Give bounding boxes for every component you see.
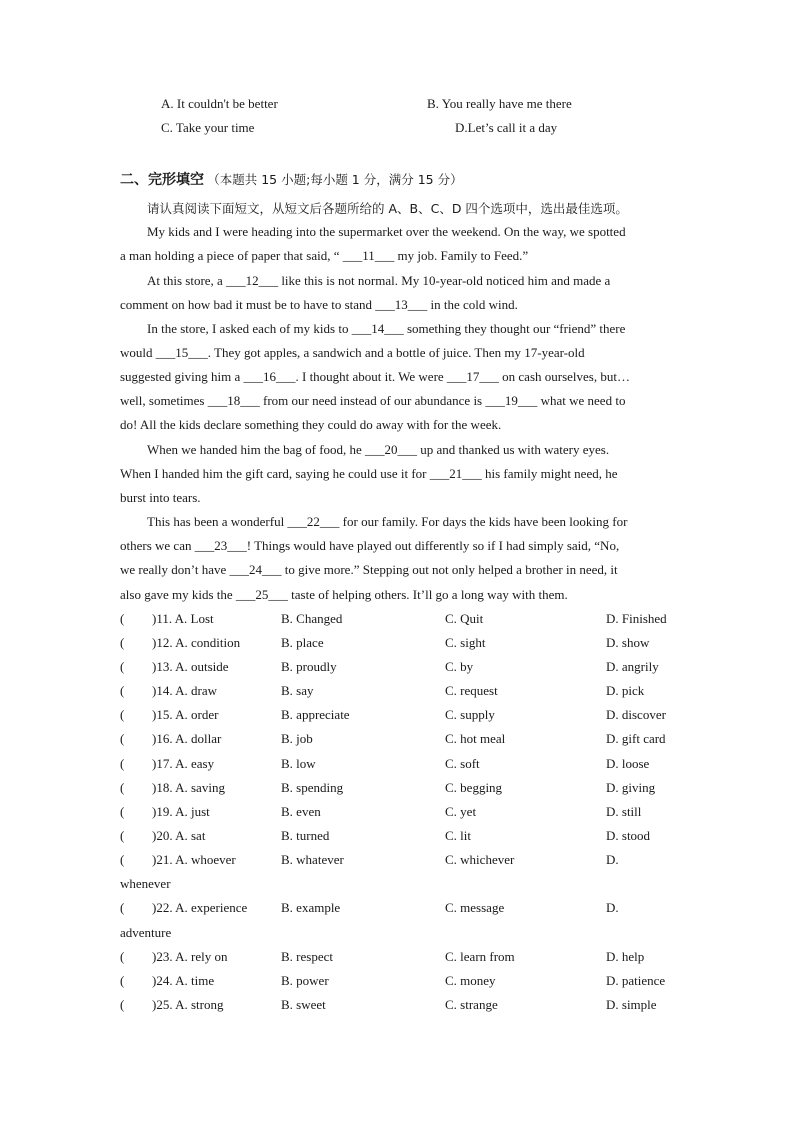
- option-c-label: C. Quit: [445, 611, 484, 626]
- answer-blank[interactable]: (: [120, 900, 125, 915]
- option-b-label: B. appreciate: [281, 707, 350, 722]
- answer-blank[interactable]: (: [120, 997, 125, 1012]
- question-row: [120, 997, 680, 1017]
- question-row: [120, 852, 680, 872]
- passage-line: also gave my kids the ___25___ taste of helping others. It’ll go a long way with them.: [120, 587, 568, 602]
- option-d-label: D.: [606, 900, 619, 915]
- option-b-label: B. power: [281, 973, 329, 988]
- option-d-label: D. still: [606, 804, 642, 819]
- passage-line: suggested giving him a ___16___. I thought about it. We were ___17___ on cash ourselves, but…: [120, 369, 630, 384]
- option-c-label: C. hot meal: [445, 731, 506, 746]
- passage-line: In the store, I asked each of my kids to ___14___ something they thought our “friend” there: [147, 321, 626, 336]
- option-b-label: B. say: [281, 683, 314, 698]
- option-a-label: )11. A. Lost: [152, 611, 214, 626]
- option-b-label: B. sweet: [281, 997, 326, 1012]
- section-instruction: 请认真阅读下面短文，从短文后各题所给的 A、B、C、D 四个选项中，选出最佳选项。: [147, 201, 628, 216]
- option-d-label: D. help: [606, 949, 645, 964]
- question-row: [120, 949, 680, 969]
- answer-blank[interactable]: (: [120, 756, 125, 771]
- answer-blank[interactable]: (: [120, 635, 125, 650]
- option-b-label: B. turned: [281, 828, 330, 843]
- option-a-label: )21. A. whoever: [152, 852, 236, 867]
- answer-blank[interactable]: (: [120, 611, 125, 626]
- option-c-label: C. sight: [445, 635, 486, 650]
- option-d-wrapped: adventure: [120, 925, 172, 940]
- option-d-label: D. pick: [606, 683, 645, 698]
- answer-blank[interactable]: (: [120, 780, 125, 795]
- section-title: 二、完形填空: [120, 172, 204, 188]
- option-d-label: D. discover: [606, 707, 666, 722]
- passage-line: well, sometimes ___18___ from our need instead of our abundance is ___19___ what we need to: [120, 393, 626, 408]
- question-row: [120, 731, 680, 751]
- option-d-label: D. patience: [606, 973, 666, 988]
- option-b: B. You really have me there: [427, 96, 572, 111]
- answer-blank[interactable]: (: [120, 949, 125, 964]
- option-b-label: B. place: [281, 635, 324, 650]
- option-a-label: )13. A. outside: [152, 659, 229, 674]
- passage-line: others we can ___23___! Things would have played out differently so if I had simply said, “No,: [120, 538, 620, 553]
- option-c-label: C. strange: [445, 997, 498, 1012]
- option-a-label: )18. A. saving: [152, 780, 225, 795]
- option-d-label: D. stood: [606, 828, 651, 843]
- answer-blank[interactable]: (: [120, 828, 125, 843]
- passage-line: When I handed him the gift card, saying he could use it for ___21___ his family might need, he: [120, 466, 618, 481]
- passage-line: do! All the kids declare something they could do away with for the week.: [120, 417, 502, 432]
- option-c-label: C. whichever: [445, 852, 515, 867]
- passage-line: a man holding a piece of paper that said, “ ___11___ my job. Family to Feed.”: [120, 248, 529, 263]
- option-a-label: )15. A. order: [152, 707, 219, 722]
- passage-line: we really don’t have ___24___ to give more.” Stepping out not only helped a brother in need, it: [120, 562, 618, 577]
- passage-line: would ___15___. They got apples, a sandwich and a bottle of juice. Then my 17-year-old: [120, 345, 585, 360]
- answer-blank[interactable]: (: [120, 973, 125, 988]
- passage-line: comment on how bad it must be to have to stand ___13___ in the cold wind.: [120, 297, 518, 312]
- option-d-label: D. show: [606, 635, 650, 650]
- question-row: [120, 780, 680, 800]
- answer-blank[interactable]: (: [120, 659, 125, 674]
- option-a-label: )12. A. condition: [152, 635, 241, 650]
- option-d-label: D. Finished: [606, 611, 667, 626]
- option-a-label: )20. A. sat: [152, 828, 206, 843]
- question-row: [120, 828, 680, 848]
- question-row: [120, 659, 680, 679]
- option-c-label: C. money: [445, 973, 496, 988]
- option-a-label: )24. A. time: [152, 973, 215, 988]
- option-d-label: D. simple: [606, 997, 657, 1012]
- option-a-label: )16. A. dollar: [152, 731, 222, 746]
- question-row: [120, 683, 680, 703]
- option-d: D.Let’s call it a day: [455, 120, 558, 135]
- option-c-label: C. lit: [445, 828, 472, 843]
- question-row: [120, 973, 680, 993]
- option-b-label: B. job: [281, 731, 313, 746]
- passage-line: At this store, a ___12___ like this is not normal. My 10-year-old noticed him and made a: [147, 273, 611, 288]
- option-b-label: B. spending: [281, 780, 344, 795]
- section-heading: [120, 169, 463, 189]
- question-row: [120, 900, 680, 920]
- question-row: [120, 611, 680, 631]
- option-b-label: B. Changed: [281, 611, 343, 626]
- question-row: [120, 635, 680, 655]
- option-b-label: B. whatever: [281, 852, 344, 867]
- option-a-label: )23. A. rely on: [152, 949, 228, 964]
- option-d-label: D. gift card: [606, 731, 666, 746]
- answer-blank[interactable]: (: [120, 731, 125, 746]
- option-b-label: B. proudly: [281, 659, 337, 674]
- option-c-label: C. learn from: [445, 949, 515, 964]
- option-a-label: )25. A. strong: [152, 997, 224, 1012]
- option-a-label: )14. A. draw: [152, 683, 217, 698]
- question-row: [120, 804, 680, 824]
- section-note: （本题共 15 小题;每小题 1 分，满分 15 分）: [207, 172, 463, 187]
- passage-line: This has been a wonderful ___22___ for our family. For days the kids have been looking for: [147, 514, 628, 529]
- option-b-label: B. respect: [281, 949, 333, 964]
- option-c-label: C. request: [445, 683, 498, 698]
- passage-line: burst into tears.: [120, 490, 201, 505]
- option-b-label: B. low: [281, 756, 316, 771]
- option-c-label: C. yet: [445, 804, 477, 819]
- option-c-label: C. begging: [445, 780, 503, 795]
- option-a: A. It couldn't be better: [161, 96, 278, 111]
- option-a-label: )17. A. easy: [152, 756, 215, 771]
- answer-blank[interactable]: (: [120, 804, 125, 819]
- option-c-label: C. soft: [445, 756, 480, 771]
- option-b-label: B. even: [281, 804, 321, 819]
- answer-blank[interactable]: (: [120, 683, 125, 698]
- answer-blank[interactable]: (: [120, 852, 125, 867]
- option-d-label: D.: [606, 852, 619, 867]
- passage-line: When we handed him the bag of food, he ___20___ up and thanked us with watery eyes.: [147, 442, 610, 457]
- option-c: C. Take your time: [161, 120, 255, 135]
- question-row: [120, 756, 680, 776]
- option-c-label: C. by: [445, 659, 474, 674]
- answer-blank[interactable]: (: [120, 707, 125, 722]
- option-d-label: D. giving: [606, 780, 656, 795]
- option-b-label: B. example: [281, 900, 341, 915]
- option-a-label: )19. A. just: [152, 804, 210, 819]
- option-d-label: D. loose: [606, 756, 650, 771]
- option-a-label: )22. A. experience: [152, 900, 248, 915]
- option-c-label: C. supply: [445, 707, 495, 722]
- passage-line: My kids and I were heading into the supermarket over the weekend. On the way, we spotted: [147, 224, 626, 239]
- option-d-wrapped: whenever: [120, 876, 171, 891]
- option-d-label: D. angrily: [606, 659, 659, 674]
- question-row: [120, 707, 680, 727]
- option-c-label: C. message: [445, 900, 505, 915]
